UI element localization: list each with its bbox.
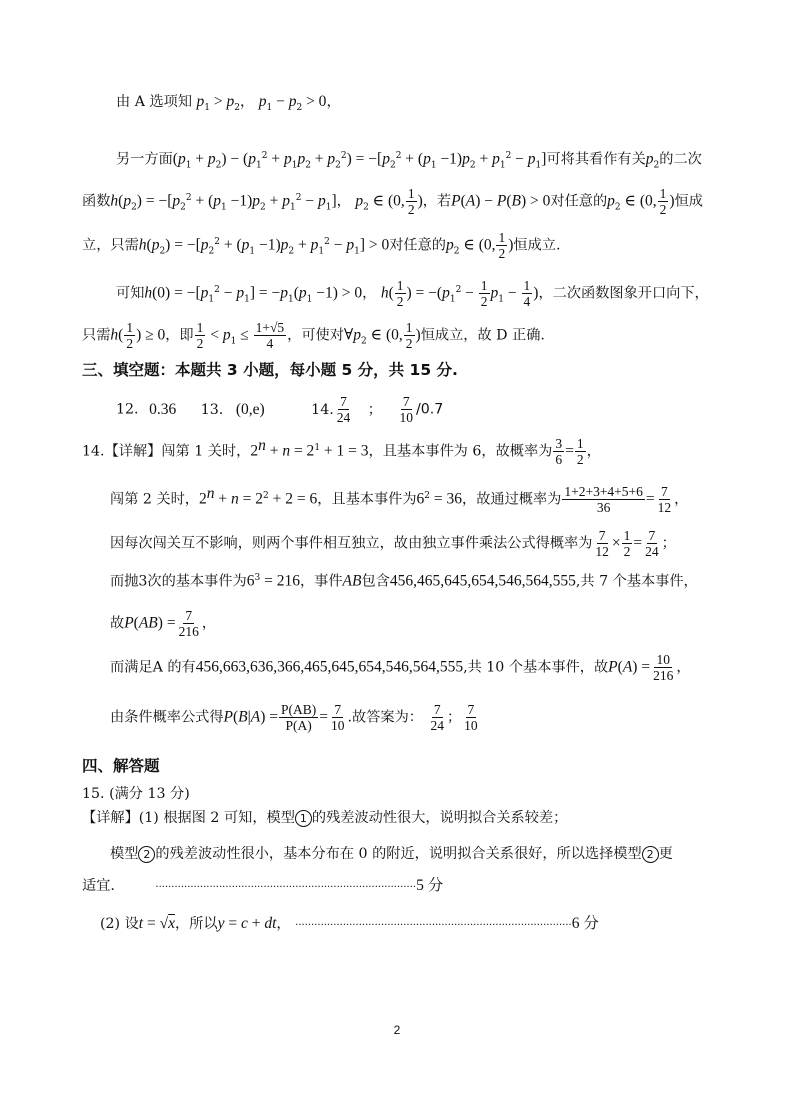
- text-fragment: ，且基本事件为 6，故概率为: [368, 443, 553, 460]
- fraction-denominator: 24: [336, 410, 351, 425]
- circled-one-icon: 1: [295, 810, 312, 827]
- dot-leader: ··················································································: [155, 882, 417, 893]
- fraction-numerator: 1: [576, 436, 584, 452]
- section-heading-4: 四、解答题: [82, 757, 160, 775]
- fraction-numerator: 7: [661, 484, 668, 500]
- text-fragment: 由 A 选项知: [116, 94, 197, 110]
- fraction-numerator: 7: [648, 528, 656, 543]
- fraction-denominator: 216: [178, 624, 199, 639]
- fraction-denominator: 2: [659, 202, 667, 217]
- detail-line-2: 闯第 2 关时，$2^n + n = 2^2 + 2 = 6$，且基本事件为$6^2 = 36$，故通过概率为 $\frac{1+2+3+4+5+6}{36}$ = $\frac{7}{12}$ ，: [110, 484, 689, 516]
- answer-14-label: 14.: [311, 401, 334, 418]
- text-fragment: 模型: [110, 846, 139, 862]
- fraction-numerator: 7: [433, 702, 441, 717]
- text-fragment: ，可使对: [287, 327, 344, 344]
- q15-line-1: [0, 808, 794, 828]
- text-fragment: 的残差波动性很小，基本分布在 0 的附近，说明拟合关系很好，所以选择模型: [155, 846, 642, 862]
- fraction-denominator: 2: [396, 294, 404, 309]
- answer-12-value: 0.36: [149, 400, 177, 418]
- fraction-numerator: 7: [185, 608, 193, 623]
- circled-two-icon: 2: [642, 846, 659, 863]
- fraction-denominator: 12: [657, 500, 672, 516]
- fraction-denominator: 10: [464, 718, 478, 733]
- text-fragment: 对任意的: [389, 237, 446, 254]
- fraction-numerator: 1: [407, 186, 415, 201]
- page-number: 2: [393, 1023, 401, 1037]
- fraction-numerator: 7: [598, 528, 606, 543]
- text-fragment: 对任意的: [550, 193, 608, 210]
- fraction-denominator: P(A): [285, 718, 312, 733]
- text-fragment: 可将其看作有关: [546, 151, 646, 168]
- score-label: 5 分: [416, 877, 444, 894]
- fraction-numerator: 1: [498, 230, 506, 245]
- fraction-numerator: 3: [555, 436, 563, 452]
- fraction-numerator: 10: [656, 652, 670, 667]
- text-line-4: 立，只需$h(p_2) = -[p_2^2 + (p_1 -1)p_2 + p_1^2 - p_1] > 0$对任意的$p_2$ ∈ (0, $\frac{1}{2}$ )恒成立.: [82, 230, 561, 261]
- text-fragment: .故答案为：: [347, 709, 423, 726]
- text-fragment: 的残差波动性很大，说明拟合关系较差；: [311, 810, 568, 826]
- text-fragment: 适宜.: [82, 878, 115, 894]
- text-fragment: ，所以: [175, 916, 218, 932]
- text-line-6: 只需h( $\frac{1}{2}$ ) ≥ 0，即 $\frac{1}{2}$ < $p_1$ ≤ $\frac{1+√5}{4}$ ，可使对$\forall p_2$ ∈ (0, $\frac{1}{2}$ )恒成立，故 D 正确.: [82, 320, 545, 351]
- fraction-numerator: P(AB): [280, 702, 317, 717]
- detail-line-1: 14.【详解】闯第 1 关时，$2^n + n = 2^1 + 1 = 3$，且基本事件为 6，故概率为 $\frac{3}{6}$ = $\frac{1}{2}$ ，: [82, 436, 601, 468]
- fraction-numerator: 7: [467, 702, 475, 717]
- text-line-1: 由 A 选项知 $p_1 > p_2$， $p_1 - p_2 > 0$，: [116, 93, 341, 113]
- question-15-header: 15. (满分 13 分): [82, 786, 190, 802]
- text-fragment: 而满足A 的有: [110, 659, 196, 676]
- text-fragment: 更: [658, 846, 673, 862]
- fraction-denominator: 6: [555, 452, 563, 468]
- section-heading-3: 三、填空题：本题共 3 小题，每小题 5 分，共 15 分.: [82, 361, 458, 379]
- fraction-denominator: 36: [596, 500, 611, 516]
- detail-line-4: 而抛3次的基本事件为$6^3 = 216$，事件AB包含456,465,645,654,546,564,555,共 7 个基本事件，: [110, 572, 698, 590]
- text-fragment: 故: [110, 615, 125, 632]
- text-fragment: 【详解】(1) 根据图 2 可知，模型: [82, 810, 295, 826]
- text-fragment: 的二次: [659, 151, 702, 168]
- text-line-5: 可知$h(0) = -[p_1^2 - p_1] = -p_1(p_1 -1) > 0$， h( $\frac{1}{2}$ ) = $-(p_1^2$ − $\frac{1}{2}$ $p_1$ − $\frac{1}{4}$ )，二次函数图象开口向下，: [116, 278, 709, 309]
- text-fragment: 可知: [116, 285, 145, 302]
- text-fragment: 立，只需: [82, 237, 139, 254]
- detail-line-3: 因每次闯关互不影响，则两个事件相互独立，故由独立事件乘法公式得概率为 $\frac{7}{12}$ × $\frac{1}{2}$ = $\frac{7}{24}$ ；: [110, 528, 676, 559]
- fraction-numerator: 1+√5: [255, 320, 285, 335]
- text-fragment: 恒成: [674, 193, 703, 210]
- text-fragment: 因每次闯关互不影响，则两个事件相互独立，故由独立事件乘法公式得概率为: [110, 535, 593, 552]
- score-label: 6 分: [571, 915, 599, 932]
- text-fragment: ,共 10 个基本事件，故: [463, 659, 609, 676]
- fraction-numerator: 1+2+3+4+5+6: [564, 484, 643, 500]
- fraction-numerator: 7: [402, 394, 410, 409]
- fraction-numerator: 1: [396, 278, 404, 293]
- text-line-2: 另一方面$(p_1 + p_2) - (p_1^2 + p_1p_2 + p_2^2) = -[p_2^2 + (p_1 -1)p_2 + p_1^2 - p_1]$可将其看作有关$p_2$的二次: [116, 150, 702, 171]
- fraction-denominator: 2: [576, 452, 584, 468]
- text-fragment: 只需: [82, 327, 111, 344]
- fraction-denominator: 216: [653, 668, 674, 683]
- q15-line-3: [0, 876, 794, 898]
- fraction-numerator: 7: [340, 394, 347, 409]
- text-fragment: 恒成立，故 D 正确.: [420, 327, 545, 344]
- answer-separator: ；: [367, 401, 382, 418]
- fraction-denominator: 4: [266, 336, 274, 351]
- event-list-ab: 456,465,645,654,546,564,555: [389, 572, 576, 590]
- text-fragment: ；: [446, 709, 462, 726]
- dot-leader: ·······················································································: [295, 920, 572, 931]
- fraction-denominator: 24: [430, 718, 444, 733]
- q15-line-2: [0, 844, 794, 864]
- fraction-numerator: 7: [334, 702, 342, 717]
- text-fragment: ，故通过概率为: [462, 491, 562, 508]
- fraction-numerator: 1: [659, 186, 667, 201]
- text-fragment: ，即: [165, 327, 194, 344]
- detail-line-7: 由条件概率公式得P(B|A) = $\frac{P(AB)}{P(A)}$ = $\frac{7}{10}$ .故答案为： $\frac{7}{24}$ ； $\frac{7}{10}$: [110, 702, 478, 733]
- answers-line: [0, 394, 794, 425]
- fraction-denominator: 2: [498, 246, 506, 261]
- text-fragment: ，: [276, 916, 291, 932]
- answer-13-value: (0,e): [235, 400, 265, 418]
- fraction-denominator: 24: [645, 544, 659, 559]
- event-list-a: 456,663,636,366,465,645,654,546,564,555: [195, 658, 464, 676]
- detail-line-6: 而满足A 的有456,663,636,366,465,645,654,546,564,555,共 10 个基本事件，故P(A) = $\frac{10}{216}$ ，: [110, 652, 691, 683]
- text-fragment: 另一方面: [116, 151, 173, 168]
- fraction-denominator: 10: [399, 410, 413, 425]
- text-fragment: 恒成立.: [513, 237, 561, 254]
- text-fragment: ,共 7 个基本事件，: [575, 573, 698, 590]
- text-fragment: 函数: [82, 193, 111, 210]
- fraction-denominator: 12: [595, 544, 609, 559]
- answer-12-label: 12.: [116, 401, 139, 418]
- fraction-denominator: 10: [331, 718, 345, 733]
- answer-13-label: 13.: [200, 401, 224, 418]
- answer-14-alt: /0.7: [415, 401, 444, 418]
- text-fragment: 包含: [361, 573, 390, 590]
- text-fragment: ，事件: [299, 573, 343, 590]
- text-fragment: ，二次函数图象开口向下，: [538, 285, 709, 302]
- text-line-3: 函数$h(p_2) = -[p_2^2 + (p_1 -1)p_2 + p_1^2 - p_1]$， $p_2$ ∈ (0, $\frac{1}{2}$ )，若P(A) − P(B) > 0对任意的$p_2$ ∈ (0, $\frac{1}{2}$ )恒成: [82, 186, 703, 217]
- text-fragment: 闯第 2 关时，: [110, 491, 199, 508]
- circled-two-icon: 2: [138, 846, 155, 863]
- text-fragment: (2) 设: [100, 916, 139, 932]
- text-fragment: 而抛3次的基本事件为: [110, 573, 247, 590]
- fraction-denominator: 2: [407, 202, 415, 217]
- text-fragment: ，若: [422, 193, 452, 210]
- text-fragment: 由条件概率公式得: [110, 709, 224, 726]
- text-fragment: 14.【详解】闯第 1 关时，: [82, 443, 251, 460]
- detail-line-5: 故P(AB) = $\frac{7}{216}$ ，: [110, 608, 217, 639]
- q15-line-4: (2) 设t = √x，所以y = c + dt， ·······················································································6 分: [100, 915, 599, 932]
- text-fragment: ，且基本事件为: [317, 491, 417, 508]
